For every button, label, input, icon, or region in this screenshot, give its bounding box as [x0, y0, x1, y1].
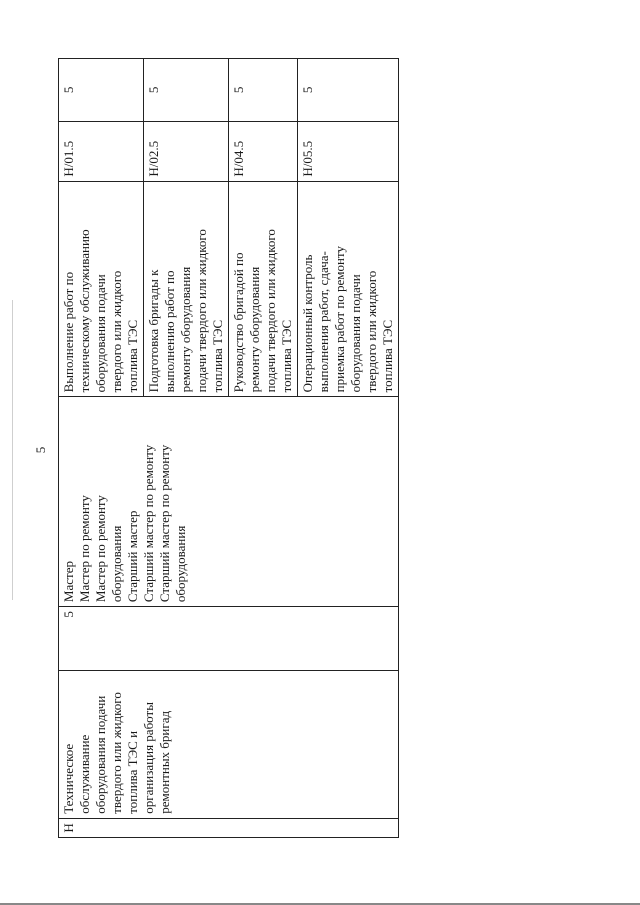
labor-function-code: H/02.5 — [144, 121, 229, 181]
name-line: организация работы — [141, 702, 156, 814]
name-line: твердого или жидкого — [109, 692, 124, 814]
labor-function-code: H/01.5 — [59, 121, 144, 181]
position-line: Старший мастер по ремонту — [157, 444, 172, 603]
position-line: оборудования — [109, 525, 124, 603]
generalized-function-code: H — [59, 818, 399, 837]
positions-list — [59, 397, 399, 607]
table-row — [59, 59, 144, 838]
position-line: Мастер — [61, 561, 76, 603]
labor-function-name — [144, 181, 229, 397]
labor-function-name — [298, 181, 399, 397]
function-line: выполнению работ по — [162, 270, 177, 393]
function-line: Подготовка бригады к — [146, 269, 161, 393]
function-line: оборудования подачи — [93, 274, 108, 393]
function-line: топлива ТЭС — [279, 319, 294, 393]
position-line: Старший мастер — [125, 510, 140, 603]
position-line: оборудования — [173, 525, 188, 603]
name-line: топлива ТЭС и — [125, 730, 140, 814]
function-line: ремонту оборудования — [178, 266, 193, 393]
function-line: техническому обслуживанию — [77, 229, 92, 393]
function-line: приемка работ по ремонту — [332, 246, 347, 393]
function-line: подачи твердого или жидкого — [263, 229, 278, 393]
page-number: 5 — [33, 446, 48, 454]
function-line: подачи твердого или жидкого — [194, 229, 209, 393]
labor-function-level: 5 — [144, 59, 229, 122]
labor-function-level: 5 — [229, 59, 298, 122]
function-line: топлива ТЭС — [380, 319, 395, 393]
function-line: Руководство бригадой по — [231, 252, 246, 393]
qualification-table — [58, 58, 399, 838]
function-line: топлива ТЭС — [210, 319, 225, 393]
name-line: Техническое — [61, 743, 76, 814]
function-line: оборудования подачи — [348, 274, 363, 393]
generalized-function-name — [59, 670, 399, 818]
labor-function-code: H/04.5 — [229, 121, 298, 181]
labor-function-code: H/05.5 — [298, 121, 399, 181]
name-line: обслуживание — [77, 734, 92, 814]
labor-function-name — [59, 181, 144, 397]
name-line: оборудования подачи — [93, 695, 108, 814]
position-line: Старший мастер по ремонту — [141, 444, 156, 603]
name-line: ремонтных бригад — [157, 710, 172, 814]
function-line: Выполнение работ по — [61, 271, 76, 393]
function-line: топлива ТЭС — [125, 319, 140, 393]
rotated-table-wrapper — [58, 58, 395, 838]
labor-function-level: 5 — [59, 59, 144, 122]
qualification-level: 5 — [59, 607, 399, 671]
scan-left-edge — [12, 300, 13, 600]
position-line: Мастер по ремонту — [77, 495, 92, 603]
function-line: ремонту оборудования — [247, 266, 262, 393]
position-line: Мастер по ремонту — [93, 495, 108, 603]
function-line: твердого или жидкого — [364, 270, 379, 393]
labor-function-name — [229, 181, 298, 397]
function-line: твердого или жидкого — [109, 270, 124, 393]
labor-function-level: 5 — [298, 59, 399, 122]
function-line: выполнения работ, сдача- — [316, 251, 331, 393]
function-line: Операционный контроль — [300, 254, 315, 393]
